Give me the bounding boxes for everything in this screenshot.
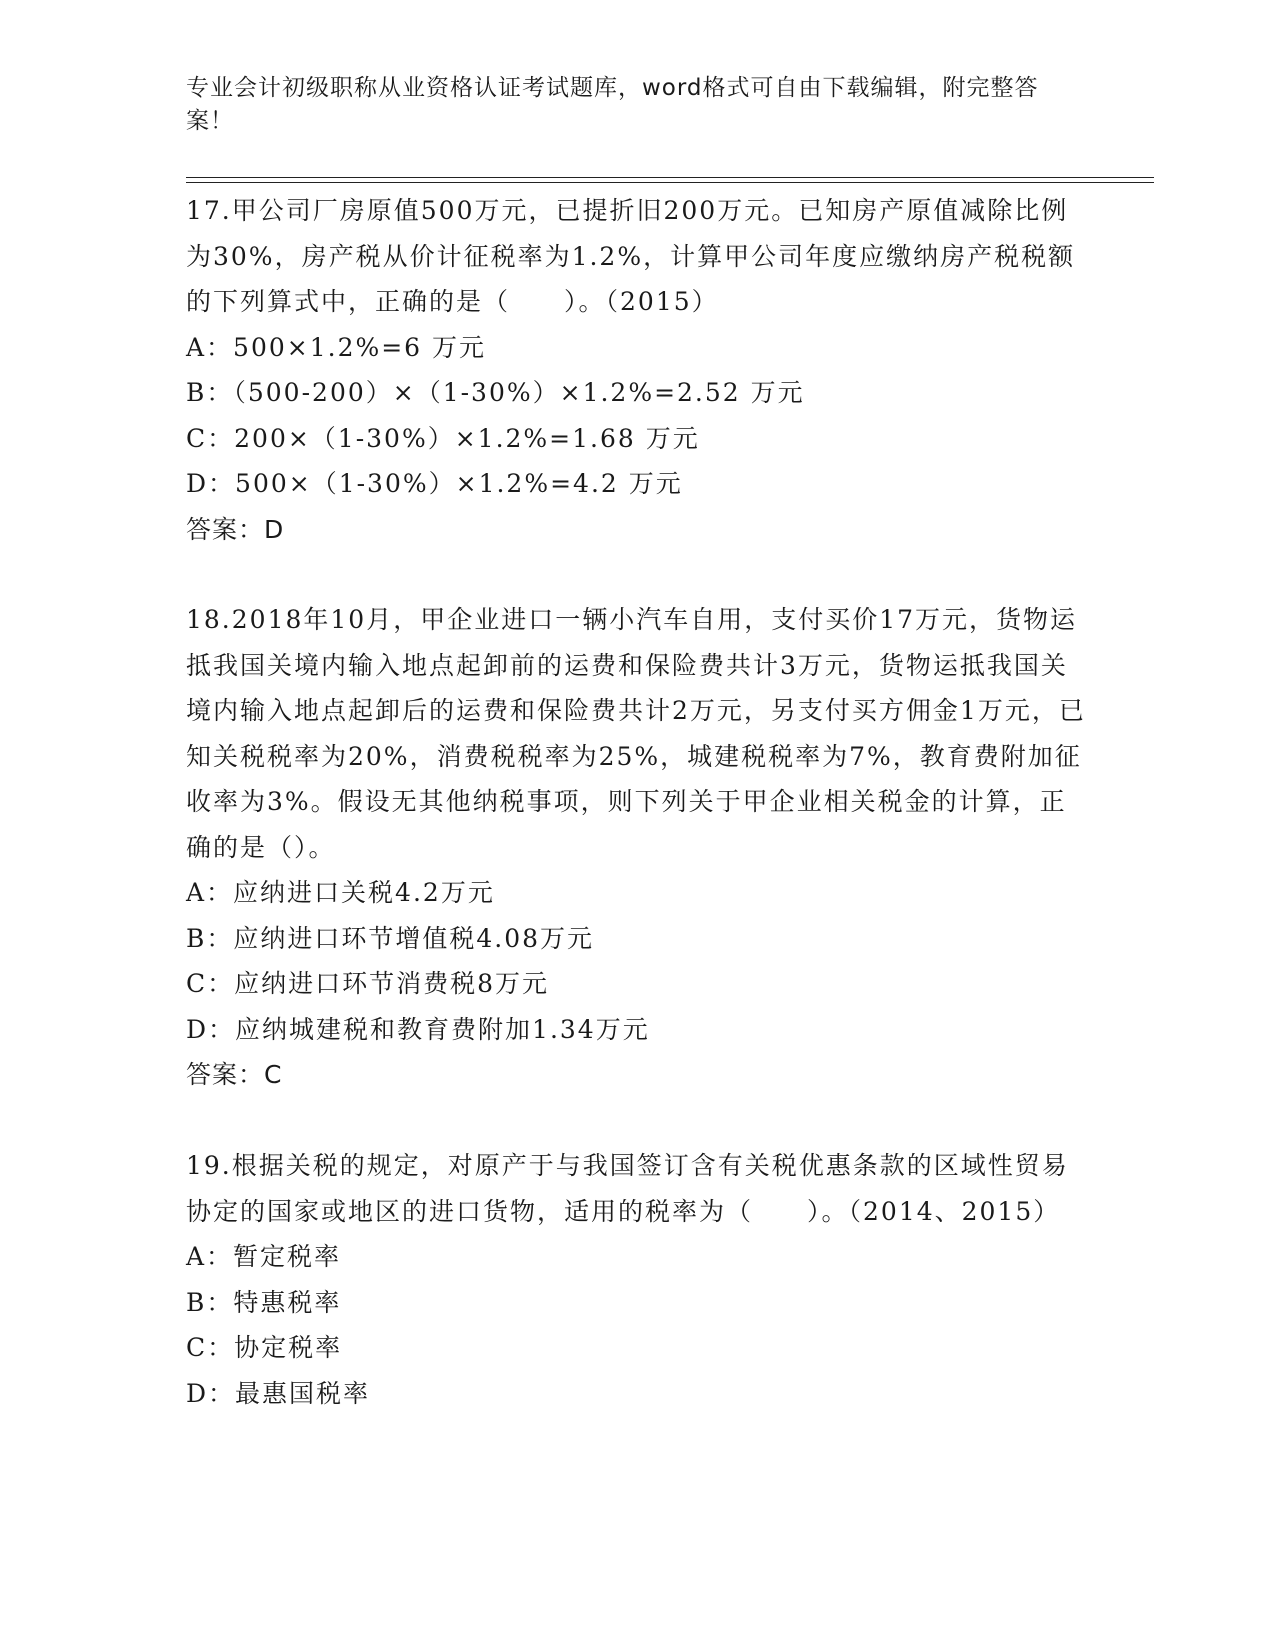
- option-a: A：500×1.2%=6 万元: [186, 332, 487, 362]
- question-stem: 18.2018年10月，甲企业进口一辆小汽车自用，支付买价17万元，货物运抵我国关境内输入地点起卸前的运费和保险费共计3万元，货物运抵我国关境内输入地点起卸后的运费和保险费共计2万元，另支付买方佣金1万元，已知关税税率为20%，消费税税率为25%，城建税税率为7%，教育费附加征收率为3%。假设无其他纳税事项，则下列关于甲企业相关税金的计算，正确的是（）。: [186, 605, 1086, 862]
- question-18: [186, 597, 1086, 1098]
- option-b: B：应纳进口环节增值税4.08万元: [186, 923, 595, 953]
- option-c: C：200×（1-30%）×1.2%=1.68 万元: [186, 423, 700, 453]
- answer-line: 答案：D: [186, 514, 285, 544]
- option-d: D：最惠国税率: [186, 1378, 371, 1408]
- header-divider: [186, 177, 1154, 178]
- option-a: A：暂定税率: [186, 1242, 342, 1271]
- answer-line: 答案：C: [186, 1060, 283, 1089]
- option-c: C：协定税率: [186, 1333, 343, 1362]
- option-d: D：应纳城建税和教育费附加1.34万元: [186, 1014, 650, 1044]
- page-header: 专业会计初级职称从业资格认证考试题库，word格式可自由下载编辑，附完整答案！: [186, 75, 1039, 134]
- option-c: C：应纳进口环节消费税8万元: [186, 969, 550, 998]
- header-divider-second: [186, 182, 1154, 183]
- option-b: B：（500-200）×（1-30%）×1.2%=2.52 万元: [186, 378, 805, 407]
- option-d: D：500×（1-30%）×1.2%=4.2 万元: [186, 469, 683, 498]
- question-stem: 19.根据关税的规定，对原产于与我国签订含有关税优惠条款的区域性贸易协定的国家或地区的进口货物，适用的税率为（ ）。（2014、2015）: [186, 1151, 1069, 1226]
- question-stem: 17.甲公司厂房原值500万元，已提折旧200万元。已知房产原值减除比例为30%，房产税从价计征税率为1.2%，计算甲公司年度应缴纳房产税税额的下列算式中，正确的是（ ）。（2015）: [186, 196, 1076, 316]
- question-19: [186, 1143, 1086, 1416]
- option-b: B：特惠税率: [186, 1287, 342, 1317]
- question-17: [186, 188, 1086, 552]
- option-a: A：应纳进口关税4.2万元: [186, 878, 495, 907]
